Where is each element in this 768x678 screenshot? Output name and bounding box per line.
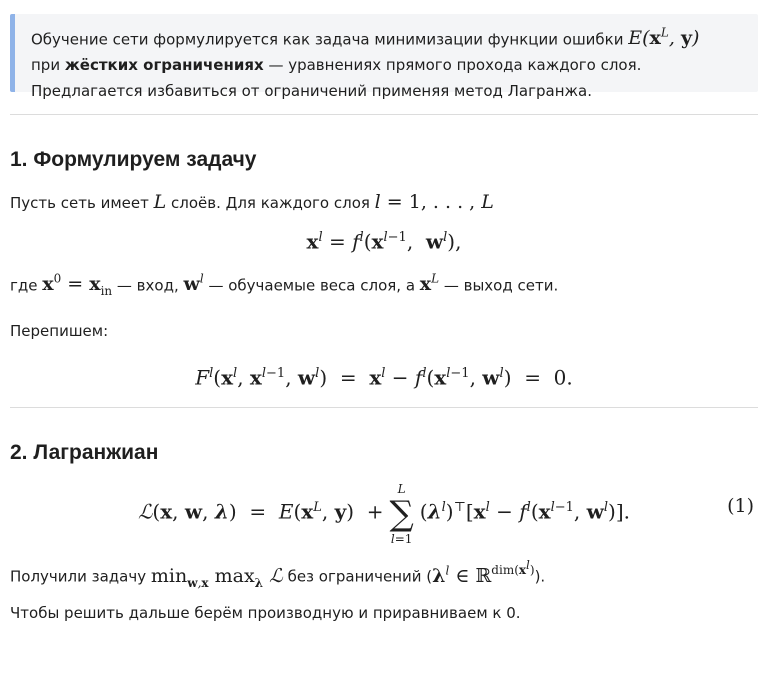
document-body	[10, 14, 758, 625]
math-weights: $w^l$	[183, 271, 204, 295]
result-pre: Получили задачу	[10, 567, 151, 586]
def-output: — выход сети.	[439, 275, 559, 294]
math-L: L	[153, 191, 167, 213]
callout-line-2-pre: при	[31, 56, 65, 75]
math-layer-range: l = 1, . . . , L	[374, 191, 494, 213]
equation-number: (1)	[727, 495, 754, 518]
equation-constraint: $F^l(x^l$, $x^{l-1}$, $w^l) = x^l - f^l(x^{l-1}$, $w^l) = 0$.	[195, 365, 573, 390]
equation-lagrangian-row	[10, 473, 758, 546]
callout-line-1	[31, 20, 744, 52]
def-input: — вход,	[112, 275, 184, 294]
math-minmax: $\min_{w,x} \max_\lambda$ ℒ	[150, 564, 283, 590]
intro-mid: слоёв. Для каждого слоя	[166, 194, 375, 212]
section-heading-formulate: 1. Формулируем задачу	[10, 148, 257, 171]
definitions-paragraph	[10, 267, 758, 303]
equation-lagrangian: ℒ(x, w, $\lambda) = E(x^L$, y) + L ∑ l=1 $(\lambda^l)^⊤[x^l - f^l(x^{l-1}$, $w^l$)].	[138, 481, 630, 546]
def-weights: — обучаемые веса слоя, а	[203, 275, 420, 294]
callout-line-1-text: Обучение сети формулируется как задача минимизации функции ошибки	[31, 30, 629, 49]
def-pre: где	[10, 275, 43, 294]
callout-bold-term: жёстких ограничениях	[64, 56, 264, 75]
result-paragraph	[10, 553, 758, 594]
callout-line-3: Предлагается избавиться от ограничений применяя метод Лагранжа.	[31, 82, 592, 101]
intro-callout	[10, 14, 758, 101]
result-mid: без ограничений (	[282, 567, 433, 586]
math-output: $x^L$	[419, 271, 440, 295]
result-post: ).	[534, 567, 546, 586]
math-lambda-domain: $\lambda^l$ ∈ ℝ$^{dim(x^l)}$	[432, 558, 535, 587]
math-error-function: $E(x^L$, y)	[628, 26, 700, 50]
intro-paragraph	[10, 190, 758, 215]
section-heading-lagrangian: 2. Лагранжиан	[10, 441, 159, 465]
equation-forward-pass: $x^l = f^l(x^{l-1}$, $w^l$),	[306, 229, 462, 254]
rewrite-paragraph: Перепишем:	[10, 321, 109, 340]
callout-line-2-post: — уравнениях прямого прохода каждого слоя.	[263, 56, 642, 75]
callout-line-2	[31, 52, 744, 78]
math-input-def: $x^0 = x_{in}$	[42, 271, 113, 298]
intro-pre: Пусть сеть имеет	[10, 194, 154, 212]
closing-paragraph: Чтобы решить дальше берём производную и приравниваем к 0.	[10, 603, 521, 622]
